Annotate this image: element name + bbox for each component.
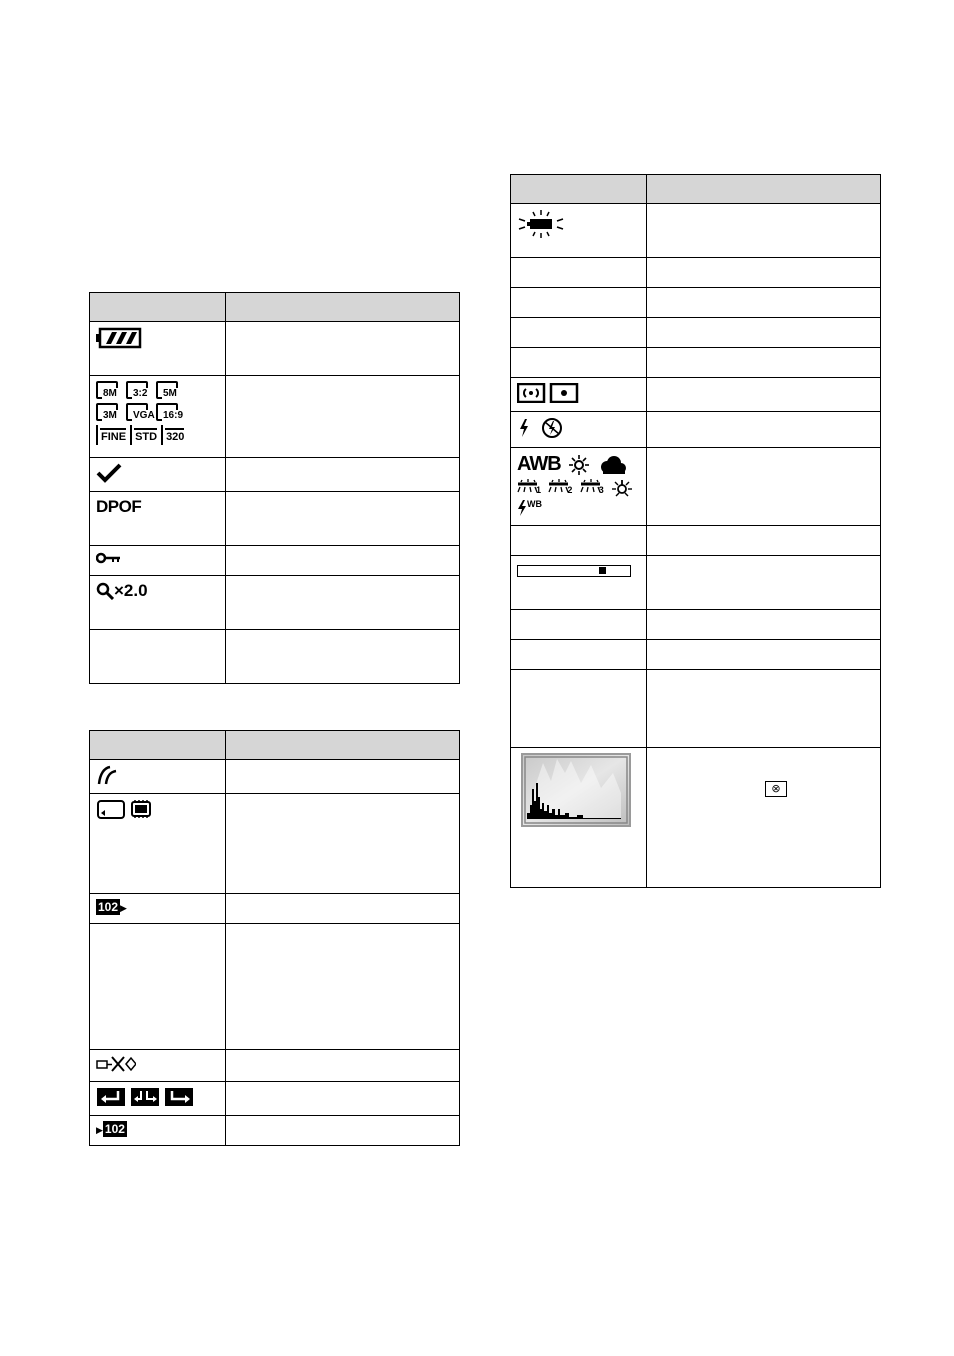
description-cell [647, 288, 881, 318]
icon-cell [90, 492, 226, 546]
description-cell [647, 378, 881, 412]
icon-cell [90, 1050, 226, 1082]
table-row [90, 576, 460, 630]
table-row [511, 610, 881, 640]
icon-cell [511, 556, 647, 610]
dpof-icon: DPOF [96, 497, 142, 516]
icon-cell [511, 640, 647, 670]
memory-stick-icon [98, 801, 124, 818]
icon-cell [90, 794, 226, 894]
fluorescent-3-icon: 3 [580, 477, 606, 497]
fluorescent-1-icon: 1 [517, 477, 543, 497]
image-size-5m-icon: 5M [156, 381, 182, 401]
table-row [90, 760, 460, 794]
table-row [511, 640, 881, 670]
battery-remaining-icon [96, 327, 144, 349]
description-cell [647, 526, 881, 556]
icon-cell [511, 526, 647, 556]
playback-icon-table-2 [89, 730, 460, 1146]
description-cell [226, 376, 460, 458]
table-header-row [90, 293, 460, 322]
table-row [511, 378, 881, 412]
low-battery-warning-icon [517, 209, 565, 239]
description-cell [647, 640, 881, 670]
image-size-3m-icon: 3M [96, 403, 122, 423]
table-row [511, 348, 881, 378]
table-row [90, 376, 460, 458]
table-row [90, 546, 460, 576]
internal-memory-icon [132, 800, 150, 818]
magnifier-icon [96, 582, 114, 600]
icon-cell [511, 258, 647, 288]
table-row [511, 258, 881, 288]
icon-cell [90, 546, 226, 576]
table-row [511, 448, 881, 526]
header-cell-display [511, 175, 647, 204]
description-cell [226, 924, 460, 1050]
table-row [511, 556, 881, 610]
header-cell-indication [226, 731, 460, 760]
icon-cell [511, 412, 647, 448]
table-row [511, 318, 881, 348]
table-row [511, 526, 881, 556]
icon-cell [511, 288, 647, 318]
description-cell [647, 670, 881, 748]
movie-320-icon: 320 [161, 425, 184, 445]
icon-cell [90, 894, 226, 924]
flash-icon [520, 419, 528, 437]
description-cell [226, 1116, 460, 1146]
image-size-3-2-icon: 3:2 [126, 381, 152, 401]
icon-cell [90, 630, 226, 684]
icon-cell [511, 378, 647, 412]
table-row [90, 1116, 460, 1146]
icon-cell [90, 924, 226, 1050]
description-cell [226, 1050, 460, 1082]
description-cell [226, 894, 460, 924]
table-row [90, 894, 460, 924]
description-cell [226, 630, 460, 684]
description-cell [226, 546, 460, 576]
cloudy-icon [597, 455, 627, 475]
play-triangle-icon: ▶ [120, 903, 127, 913]
icon-cell [511, 610, 647, 640]
table-row [511, 204, 881, 258]
table-row [90, 630, 460, 684]
flash-mode-icons [517, 417, 569, 439]
icon-cell [511, 748, 647, 888]
table-row [90, 458, 460, 492]
description-cell [647, 258, 881, 288]
histogram-icon [521, 753, 631, 827]
incandescent-icon [611, 477, 633, 497]
image-size-8m-icon: 8M [96, 381, 122, 401]
movie-std-icon: STD [130, 425, 157, 445]
icon-cell [90, 322, 226, 376]
icon-cell [511, 348, 647, 378]
header-cell-indication [647, 175, 881, 204]
table-row [511, 288, 881, 318]
description-cell [226, 760, 460, 794]
icon-cell [90, 576, 226, 630]
center-weighted-metering-icon [518, 384, 544, 402]
table-row [90, 1050, 460, 1082]
description-cell [647, 348, 881, 378]
icon-cell [511, 448, 647, 526]
return-arrow-icons [96, 1087, 196, 1107]
protect-key-icon [96, 551, 122, 565]
exposure-indicator [599, 567, 606, 574]
alert-circle-icon: ⊗ [765, 781, 787, 797]
playback-icon-table-3 [510, 174, 881, 888]
table-row [511, 412, 881, 448]
description-cell [226, 576, 460, 630]
icon-cell [511, 204, 647, 258]
print-order-check-icon [96, 463, 122, 483]
description-cell [226, 1082, 460, 1116]
description-cell [647, 748, 881, 888]
icon-cell [90, 1116, 226, 1146]
playback-folder-icon: 102 [98, 900, 119, 914]
flash-white-balance-icon: WB [517, 499, 545, 517]
description-cell [647, 204, 881, 258]
description-cell [647, 610, 881, 640]
table-row [90, 492, 460, 546]
description-cell [226, 794, 460, 894]
table-row [511, 748, 881, 888]
description-cell [647, 448, 881, 526]
table-row [90, 794, 460, 894]
playback-zoom-icon [96, 581, 148, 600]
flash-off-icon [543, 419, 561, 437]
header-cell-display [90, 731, 226, 760]
description-cell [647, 318, 881, 348]
table-row [90, 924, 460, 1050]
movie-fine-icon: FINE [96, 425, 126, 445]
exposure-bar-icon [517, 565, 631, 577]
zoom-scale-label: ×2.0 [114, 581, 148, 600]
description-cell [226, 492, 460, 546]
metering-mode-icons [517, 383, 581, 403]
icon-cell [90, 760, 226, 794]
auto-white-balance-icon: AWB [517, 453, 561, 475]
description-cell [647, 412, 881, 448]
description-cell [226, 458, 460, 492]
table-row [90, 1082, 460, 1116]
icon-cell [90, 458, 226, 492]
folder-change-icon: ▶ 102 [96, 1122, 125, 1136]
image-size-16-9-icon: 16:9 [156, 403, 182, 423]
playback-icon-table-1 [89, 292, 460, 684]
header-cell-indication [226, 293, 460, 322]
description-cell [226, 322, 460, 376]
daylight-icon [568, 454, 590, 476]
usb-no-connect-icon [96, 1055, 136, 1073]
media-source-icons [96, 799, 160, 821]
icon-cell [90, 1082, 226, 1116]
spot-metering-icon [551, 384, 577, 402]
table-row [90, 322, 460, 376]
header-cell-display [90, 293, 226, 322]
icon-cell [90, 376, 226, 458]
table-header-row [511, 175, 881, 204]
icon-cell [511, 318, 647, 348]
image-size-vga-icon: VGA [126, 403, 152, 423]
description-cell [647, 556, 881, 610]
icon-cell [511, 670, 647, 748]
table-header-row [90, 731, 460, 760]
fluorescent-2-icon: 2 [548, 477, 574, 497]
table-row [511, 670, 881, 748]
pictbridge-icon [96, 765, 118, 785]
